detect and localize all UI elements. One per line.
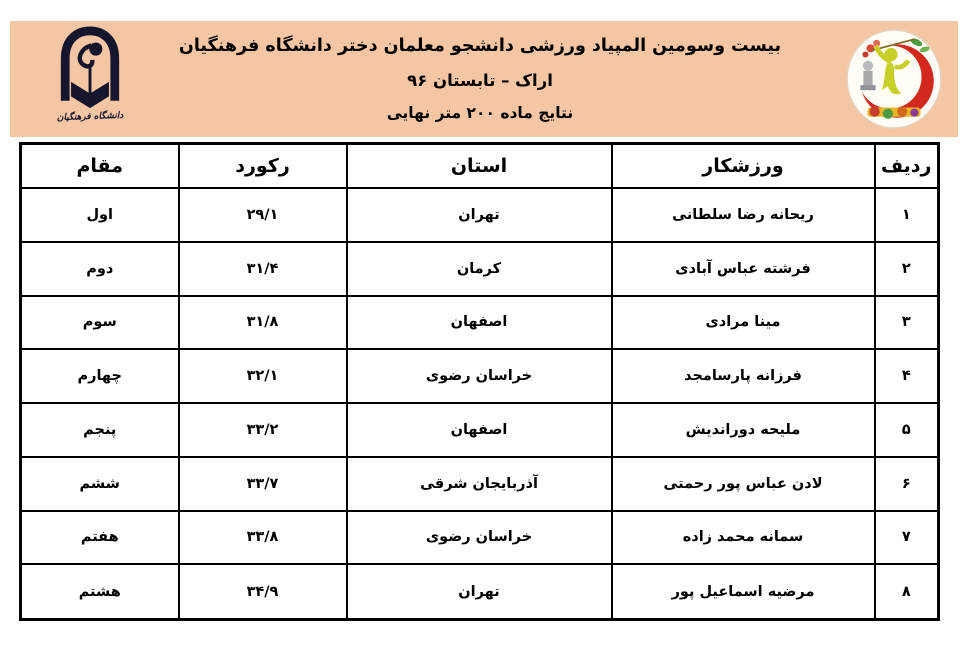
cell-province: کرمان <box>347 242 612 296</box>
cell-province: خراسان رضوی <box>347 349 612 403</box>
cell-athlete: فرزانه پارسامجد <box>612 349 875 403</box>
cell-athlete: مرضیه اسماعیل پور <box>612 564 875 619</box>
cell-athlete: ملیحه دوراندیش <box>612 403 875 457</box>
cell-radif: ۱ <box>875 188 939 242</box>
cell-record: ۳۴/۹ <box>179 564 347 619</box>
olympiad-logo <box>843 27 945 131</box>
table-row <box>21 188 939 242</box>
cell-rank: دوم <box>21 242 179 296</box>
column-header-radif: ردیف <box>875 144 939 189</box>
table-row <box>21 564 939 619</box>
cell-province: تهران <box>347 188 612 242</box>
table-row <box>21 242 939 296</box>
cell-athlete: لادن عباس پور رحمتی <box>612 457 875 511</box>
olympiad-badge-icon <box>843 27 945 131</box>
cell-record: ۳۳/۷ <box>179 457 347 511</box>
cell-athlete: فرشته عباس آبادی <box>612 242 875 296</box>
table-row <box>21 511 939 565</box>
cell-rank: اول <box>21 188 179 242</box>
university-emblem-icon <box>53 25 127 111</box>
cell-radif: ۵ <box>875 403 939 457</box>
cell-athlete: مینا مرادی <box>612 296 875 350</box>
cell-rank: هشتم <box>21 564 179 619</box>
cell-radif: ۶ <box>875 457 939 511</box>
event-title: بیست وسومین المپیاد ورزشی دانشجو معلمان دختر دانشگاه فرهنگیان <box>178 35 782 56</box>
banner-titles <box>150 21 810 137</box>
column-header-athlete: ورزشکار <box>612 144 875 189</box>
cell-province: آذربایجان شرقی <box>347 457 612 511</box>
cell-athlete: سمانه محمد زاده <box>612 511 875 565</box>
event-location-date: اراک – تابستان ۹۶ <box>407 70 553 90</box>
results-table <box>19 142 940 621</box>
cell-rank: سوم <box>21 296 179 350</box>
table-row <box>21 403 939 457</box>
cell-province: خراسان رضوی <box>347 511 612 565</box>
table-header-row <box>21 144 939 189</box>
cell-record: ۳۱/۴ <box>179 242 347 296</box>
cell-record: ۳۱/۸ <box>179 296 347 350</box>
cell-province: اصفهان <box>347 403 612 457</box>
cell-record: ۳۳/۸ <box>179 511 347 565</box>
column-header-record: رکورد <box>179 144 347 189</box>
column-header-province: استان <box>347 144 612 189</box>
cell-rank: چهارم <box>21 349 179 403</box>
cell-radif: ۸ <box>875 564 939 619</box>
cell-province: تهران <box>347 564 612 619</box>
cell-rank: ششم <box>21 457 179 511</box>
table-row <box>21 296 939 350</box>
university-logo-caption: دانشگاه فرهنگیان <box>56 110 124 124</box>
column-header-rank: مقام <box>21 144 179 189</box>
farhangian-university-logo <box>44 25 136 135</box>
cell-rank: هفتم <box>21 511 179 565</box>
cell-radif: ۷ <box>875 511 939 565</box>
table-row <box>21 349 939 403</box>
cell-radif: ۳ <box>875 296 939 350</box>
cell-rank: پنجم <box>21 403 179 457</box>
cell-radif: ۲ <box>875 242 939 296</box>
cell-radif: ۴ <box>875 349 939 403</box>
cell-province: اصفهان <box>347 296 612 350</box>
cell-record: ۲۹/۱ <box>179 188 347 242</box>
event-result-heading: نتایج ماده ۲۰۰ متر نهایی <box>386 104 574 123</box>
cell-record: ۳۳/۲ <box>179 403 347 457</box>
table-row <box>21 457 939 511</box>
cell-record: ۳۲/۱ <box>179 349 347 403</box>
cell-athlete: ریحانه رضا سلطانی <box>612 188 875 242</box>
